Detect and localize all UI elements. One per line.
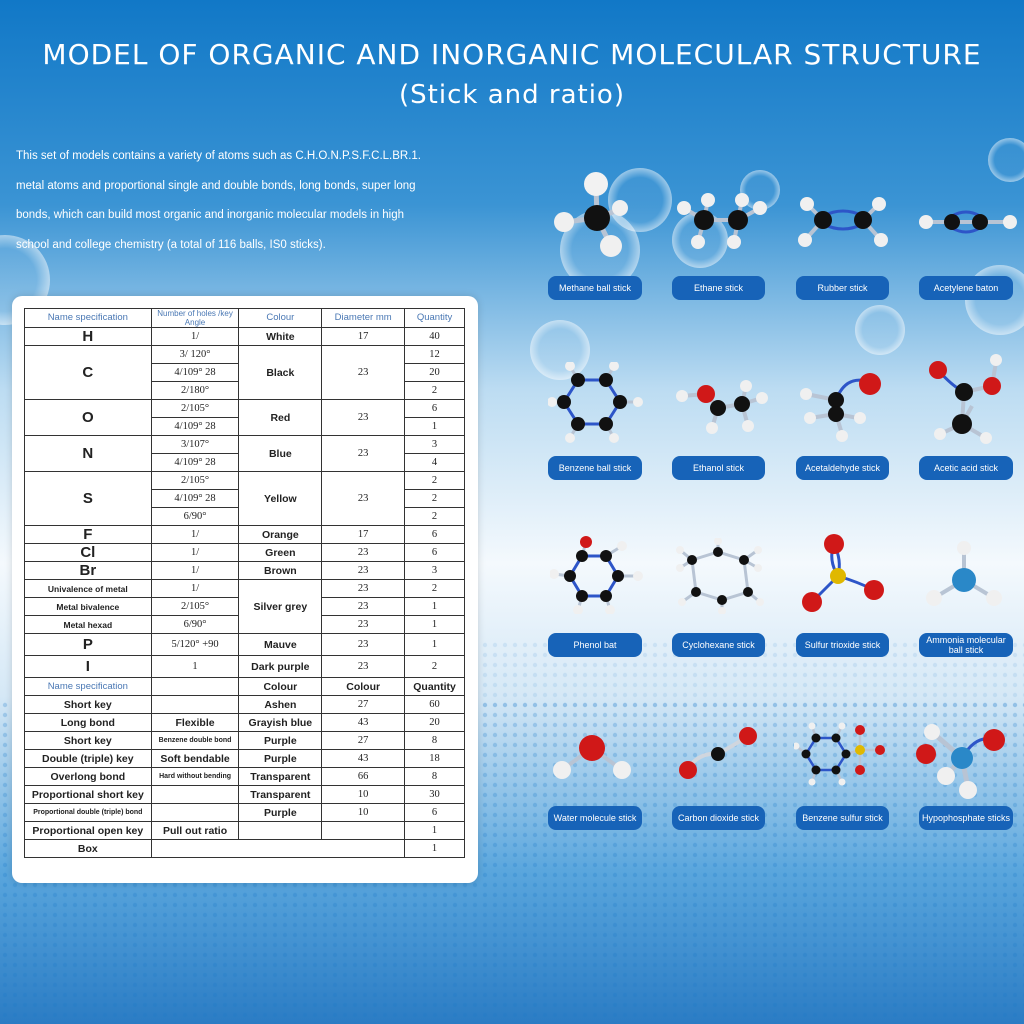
table-subheader-row [25,678,465,696]
table-row [25,768,465,786]
bond-spec-cell [151,786,239,804]
colour-cell: Black [239,346,322,400]
element-cell: O [25,400,152,436]
table-row [25,580,465,598]
column-header [151,678,239,696]
table-row [25,634,465,656]
bond-spec-cell [151,696,239,714]
molecule-label: Hypophosphate sticks [919,806,1013,830]
molecule-label: Sulfur trioxide stick [796,633,889,657]
column-header: Quantity [405,309,465,328]
colour-cell: Grayish blue [239,714,322,732]
table-row [25,472,465,490]
water-model-icon [548,730,644,790]
colour-cell: Purple [239,804,322,822]
molecule-label: Water molecule stick [548,806,642,830]
diameter-cell: 23 [322,656,405,678]
diameter-cell: 23 [322,562,405,580]
element-cell: Metal hexad [25,616,152,634]
colour-cell: White [239,328,322,346]
quantity-cell: 8 [405,732,465,750]
size-cell: 66 [322,768,405,786]
holes-cell: 5/120° +90 [151,634,239,656]
colour-cell: Yellow [239,472,322,526]
rubber-model-icon [795,192,895,258]
quantity-cell: 3 [405,436,465,454]
holes-cell: 1/ [151,562,239,580]
size-cell: 27 [322,696,405,714]
diameter-cell: 23 [322,634,405,656]
holes-cell: 1 [151,656,239,678]
quantity-cell: 4 [405,454,465,472]
molecule-label: Ethanol stick [672,456,765,480]
holes-cell: 4/109° 28 [151,490,239,508]
sulfur-trioxide-model-icon [798,532,894,616]
quantity-cell: 3 [405,562,465,580]
molecule-label: Acetylene baton [919,276,1013,300]
element-cell: N [25,436,152,472]
element-cell: Metal bivalence [25,598,152,616]
benzene-sulfur-model-icon [794,716,894,792]
phenol-model-icon [550,534,646,614]
bond-name-cell: Overlong bond [25,768,152,786]
bond-spec-cell: Hard without bending [151,768,239,786]
molecule-label: Acetaldehyde stick [796,456,889,480]
colour-cell: Red [239,400,322,436]
quantity-cell: 20 [405,364,465,382]
spec-table [24,308,465,858]
intro-line: school and college chemistry (a total of 116 balls, IS0 sticks). [16,238,326,251]
column-header: Colour [239,309,322,328]
size-cell: 10 [322,786,405,804]
table-row [25,328,465,346]
bond-name-cell: Proportional double (triple) bond [25,804,152,822]
table-row [25,822,465,840]
holes-cell: 1/ [151,526,239,544]
element-cell: P [25,634,152,656]
element-cell: Cl [25,544,152,562]
colour-cell: Blue [239,436,322,472]
table-row [25,804,465,822]
holes-cell: 4/109° 28 [151,454,239,472]
intro-line: This set of models contains a variety of atoms such as C.H.O.N.P.S.F.C.L.BR.1. [16,150,422,162]
molecule-label: Carbon dioxide stick [672,806,765,830]
table-row [25,544,465,562]
bond-name-cell: Proportional open key [25,822,152,840]
table-row [25,526,465,544]
methane-model-icon [550,170,650,270]
element-cell: F [25,526,152,544]
quantity-cell: 18 [405,750,465,768]
molecule-label: Rubber stick [796,276,889,300]
molecule-label: Benzene ball stick [548,456,642,480]
bond-name-cell: Long bond [25,714,152,732]
quantity-cell: 60 [405,696,465,714]
bond-spec-cell: Benzene double bond [151,732,239,750]
carbon-dioxide-model-icon [672,724,768,784]
holes-cell: 4/109° 28 [151,364,239,382]
holes-cell: 6/90° [151,616,239,634]
page-subtitle: (Stick and ratio) [399,80,625,110]
colour-cell: Purple [239,750,322,768]
column-header: Colour [239,678,322,696]
intro-line: metal atoms and proportional single and double bonds, long bonds, super long [16,179,416,192]
table-row [25,656,465,678]
column-header: Diameter mm [322,309,405,328]
table-header-row [25,309,465,328]
holes-cell: 2/105° [151,598,239,616]
element-cell: H [25,328,152,346]
colour-cell: Green [239,544,322,562]
colour-cell: Silver grey [239,580,322,634]
hypophosphate-model-icon [916,720,1016,804]
column-header: Quantity [405,678,465,696]
holes-cell: 1/ [151,580,239,598]
quantity-cell: 6 [405,526,465,544]
table-row [25,562,465,580]
diameter-cell: 23 [322,598,405,616]
quantity-cell: 40 [405,328,465,346]
size-cell: 43 [322,750,405,768]
quantity-cell: 2 [405,656,465,678]
quantity-cell: 2 [405,472,465,490]
bond-name-cell: Proportional short key [25,786,152,804]
quantity-cell: 12 [405,346,465,364]
quantity-cell: 2 [405,490,465,508]
holes-cell: 2/180° [151,382,239,400]
diameter-cell: 23 [322,472,405,526]
holes-cell: 3/ 120° [151,346,239,364]
diameter-cell: 23 [322,436,405,472]
column-header: Name specification [25,309,152,328]
table-row [25,346,465,364]
element-cell: Br [25,562,152,580]
holes-cell: 2/105° [151,400,239,418]
element-cell: S [25,472,152,526]
quantity-cell: 1 [405,822,465,840]
table-row [25,714,465,732]
molecule-label: Phenol bat [548,633,642,657]
intro-text [16,142,486,260]
quantity-cell: 1 [405,598,465,616]
bond-name-cell: Double (triple) key [25,750,152,768]
bond-spec-cell: Flexible [151,714,239,732]
colour-cell: Brown [239,562,322,580]
molecule-label: Acetic acid stick [919,456,1013,480]
table-row [25,696,465,714]
quantity-cell: 1 [405,616,465,634]
diameter-cell: 17 [322,328,405,346]
acetylene-model-icon [918,200,1018,246]
bond-spec-cell [151,804,239,822]
colour-cell: Mauve [239,634,322,656]
bond-name-cell: Short key [25,732,152,750]
diameter-cell: 23 [322,616,405,634]
molecule-label: Methane ball stick [548,276,642,300]
molecule-label: Benzene sulfur stick [796,806,889,830]
molecule-label: Ethane stick [672,276,765,300]
table-row [25,786,465,804]
element-cell: Univalence of metal [25,580,152,598]
diameter-cell: 23 [322,346,405,400]
colour-cell: Purple [239,732,322,750]
table-row [25,400,465,418]
quantity-cell: 6 [405,544,465,562]
acetic-acid-model-icon [922,352,1018,446]
quantity-cell: 1 [405,418,465,436]
table-row [25,732,465,750]
size-cell: 10 [322,804,405,822]
bond-name-cell: Short key [25,696,152,714]
ethanol-model-icon [672,378,768,436]
bond-spec-cell: Soft bendable [151,750,239,768]
bond-name-cell: Box [25,840,152,858]
ammonia-model-icon [920,540,1016,612]
holes-cell: 1/ [151,328,239,346]
size-cell [322,822,405,840]
table-row [25,840,465,858]
quantity-cell: 6 [405,804,465,822]
spec-card [12,296,478,883]
quantity-cell: 2 [405,580,465,598]
quantity-cell: 1 [405,634,465,656]
quantity-cell: 8 [405,768,465,786]
column-header: Colour [322,678,405,696]
bond-spec-cell [151,840,404,858]
colour-cell: Dark purple [239,656,322,678]
holes-cell: 4/109° 28 [151,418,239,436]
element-cell: C [25,346,152,400]
holes-cell: 1/ [151,544,239,562]
element-cell: I [25,656,152,678]
page-title: MODEL OF ORGANIC AND INORGANIC MOLECULAR STRUCTURE [42,38,982,71]
quantity-cell: 1 [405,840,465,858]
colour-cell: Orange [239,526,322,544]
diameter-cell: 23 [322,580,405,598]
holes-cell: 3/107° [151,436,239,454]
molecule-label: Ammonia molecular ball stick [919,633,1013,657]
ethane-model-icon [672,190,772,260]
column-header: Name specification [25,678,152,696]
molecule-label: Cyclohexane stick [672,633,765,657]
bond-spec-cell: Pull out ratio [151,822,239,840]
diameter-cell: 17 [322,526,405,544]
quantity-cell: 2 [405,382,465,400]
diameter-cell: 23 [322,544,405,562]
quantity-cell: 2 [405,508,465,526]
benzene-model-icon [548,362,644,446]
holes-cell: 2/105° [151,472,239,490]
colour-cell: Ashen [239,696,322,714]
colour-cell: Transparent [239,786,322,804]
size-cell: 27 [322,732,405,750]
table-row [25,436,465,454]
acetaldehyde-model-icon [796,370,892,446]
quantity-cell: 6 [405,400,465,418]
quantity-cell: 20 [405,714,465,732]
colour-cell: Transparent [239,768,322,786]
quantity-cell: 30 [405,786,465,804]
holes-cell: 6/90° [151,508,239,526]
size-cell: 43 [322,714,405,732]
column-header: Number of holes /key Angle [151,309,239,328]
diameter-cell: 23 [322,400,405,436]
intro-line: bonds, which can build most organic and inorganic molecular models in high [16,209,405,221]
colour-cell [239,822,322,840]
table-row [25,750,465,768]
cyclohexane-model-icon [672,538,768,614]
